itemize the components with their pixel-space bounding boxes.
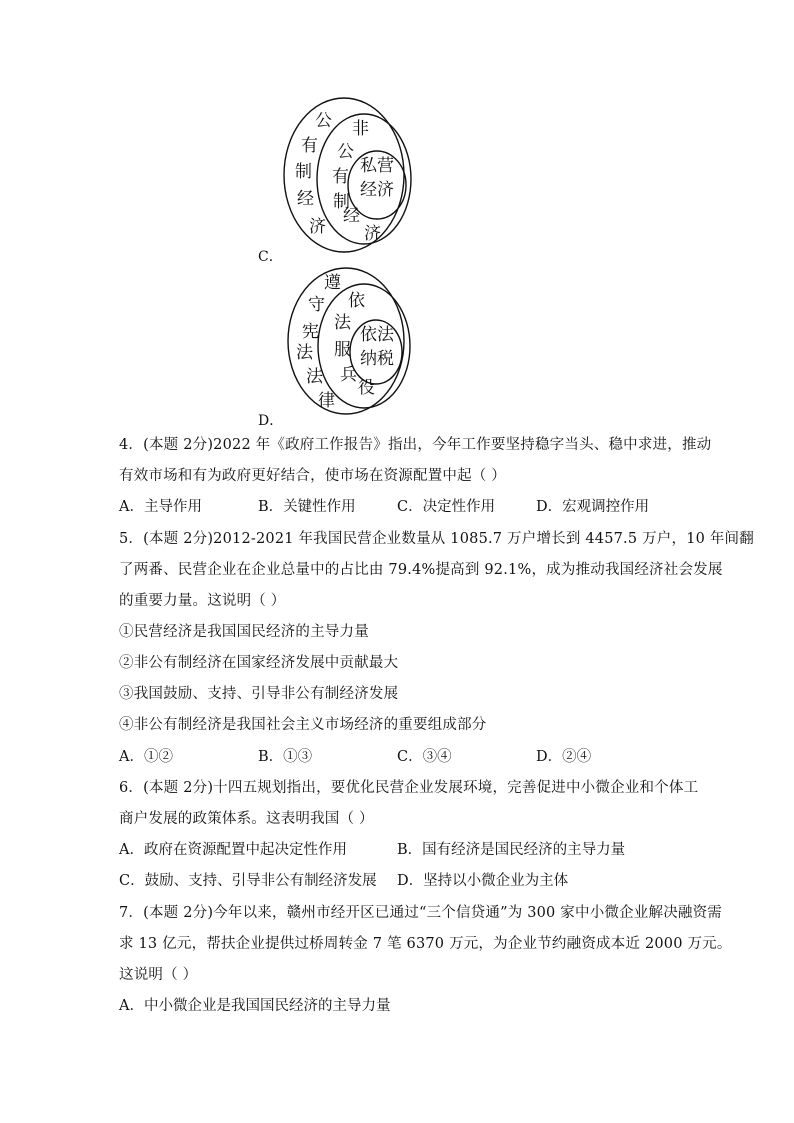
q7-stem-line: 这说明（ ） bbox=[119, 967, 198, 983]
q4-stem-line: 有效市场和有为政府更好结合，使市场在资源配置中起（ ） bbox=[119, 468, 507, 484]
outer-char: 法 bbox=[306, 367, 323, 387]
q4-option-c[interactable]: C．决定性作用 bbox=[397, 499, 496, 515]
outer-char: 守 bbox=[308, 295, 325, 315]
outer-char: 公 bbox=[315, 111, 332, 131]
outer-char: 有 bbox=[301, 136, 318, 156]
q5-statement: ④非公有制经济是我国社会主义市场经济的重要组成部分 bbox=[119, 717, 487, 733]
inner-line: 纳税 bbox=[360, 349, 394, 369]
middle-char: 兵 bbox=[340, 365, 357, 385]
q6-stem-line: 6．(本题 2分)十四五规划指出，要优化民营企业发展环境，完善促进中小微企业和个体工 bbox=[119, 780, 699, 796]
inner-line: 依法 bbox=[360, 325, 394, 345]
q6-option-c[interactable]: C．鼓励、支持、引导非公有制经济发展 bbox=[119, 873, 377, 889]
q5-statement: ③我国鼓励、支持、引导非公有制经济发展 bbox=[119, 686, 399, 702]
q5-option-d[interactable]: D．②④ bbox=[536, 749, 592, 765]
q4-option-d[interactable]: D．宏观调控作用 bbox=[536, 499, 650, 515]
option-label-c: C． bbox=[258, 249, 283, 265]
figure-d-diagram bbox=[284, 264, 414, 419]
middle-char: 法 bbox=[334, 313, 351, 333]
q6-option-a[interactable]: A．政府在资源配置中起决定性作用 bbox=[119, 842, 347, 858]
middle-char: 制 bbox=[333, 192, 350, 212]
option-label-d: D． bbox=[258, 413, 284, 429]
q5-stem-line: 5．(本题 2分)2012-2021 年我国民营企业数量从 1085.7 万户增长到 4457.5 万户，10 年间翻 bbox=[119, 531, 754, 547]
middle-char: 有 bbox=[332, 167, 349, 187]
middle-char: 非 bbox=[352, 119, 369, 139]
q6-option-d[interactable]: D．坚持以小微企业为主体 bbox=[397, 873, 569, 889]
q5-statement: ②非公有制经济在国家经济发展中贡献最大 bbox=[119, 655, 399, 671]
q5-option-a[interactable]: A．①② bbox=[119, 749, 173, 765]
middle-char: 服 bbox=[334, 340, 351, 360]
q5-option-c[interactable]: C．③④ bbox=[397, 749, 452, 765]
q6-stem-line: 商户发展的政策体系。这表明我国（ ） bbox=[119, 811, 374, 827]
q5-stem-line: 的重要力量。这说明（ ） bbox=[119, 593, 286, 609]
outer-char: 宪 bbox=[302, 322, 319, 342]
q4-option-b[interactable]: B．关键性作用 bbox=[258, 499, 356, 515]
q6-option-b[interactable]: B．国有经济是国民经济的主导力量 bbox=[397, 842, 626, 858]
outer-char: 遵 bbox=[324, 273, 341, 293]
middle-char: 依 bbox=[348, 291, 365, 311]
outer-char: 济 bbox=[309, 217, 326, 237]
middle-char: 公 bbox=[337, 142, 354, 162]
middle-char: 济 bbox=[364, 224, 381, 244]
q5-stem-line: 了两番、民营企业在企业总量中的占比由 79.4%提高到 92.1%，成为推动我国经济社会发展 bbox=[119, 562, 723, 578]
inner-line: 私营 bbox=[360, 156, 394, 176]
q7-stem-line: 求 13 亿元，帮扶企业提供过桥周转金 7 笔 6370 万元，为企业节约融资成本近 2000 万元。 bbox=[119, 936, 732, 952]
q7-stem-line: 7．(本题 2分)今年以来，赣州市经开区已通过“三个信贷通”为 300 家中小微企业解决融资需 bbox=[119, 905, 722, 921]
outer-char: 法 bbox=[296, 343, 313, 363]
q7-option-a[interactable]: A．中小微企业是我国国民经济的主导力量 bbox=[119, 998, 391, 1014]
q4-option-a[interactable]: A．主导作用 bbox=[119, 499, 202, 515]
q4-stem-line: 4．(本题 2分)2022 年《政府工作报告》指出，今年工作要坚持稳字当头、稳中求进，推动 bbox=[119, 437, 712, 453]
q5-statement: ①民营经济是我国国民经济的主导力量 bbox=[119, 624, 369, 640]
outer-char: 制 bbox=[295, 162, 312, 182]
outer-char: 律 bbox=[318, 391, 335, 411]
middle-char: 经 bbox=[343, 206, 360, 226]
middle-char: 役 bbox=[358, 378, 375, 398]
q5-option-b[interactable]: B．①③ bbox=[258, 749, 313, 765]
figure-c-diagram bbox=[282, 95, 412, 255]
outer-char: 经 bbox=[297, 189, 314, 209]
inner-line: 经济 bbox=[360, 180, 394, 200]
